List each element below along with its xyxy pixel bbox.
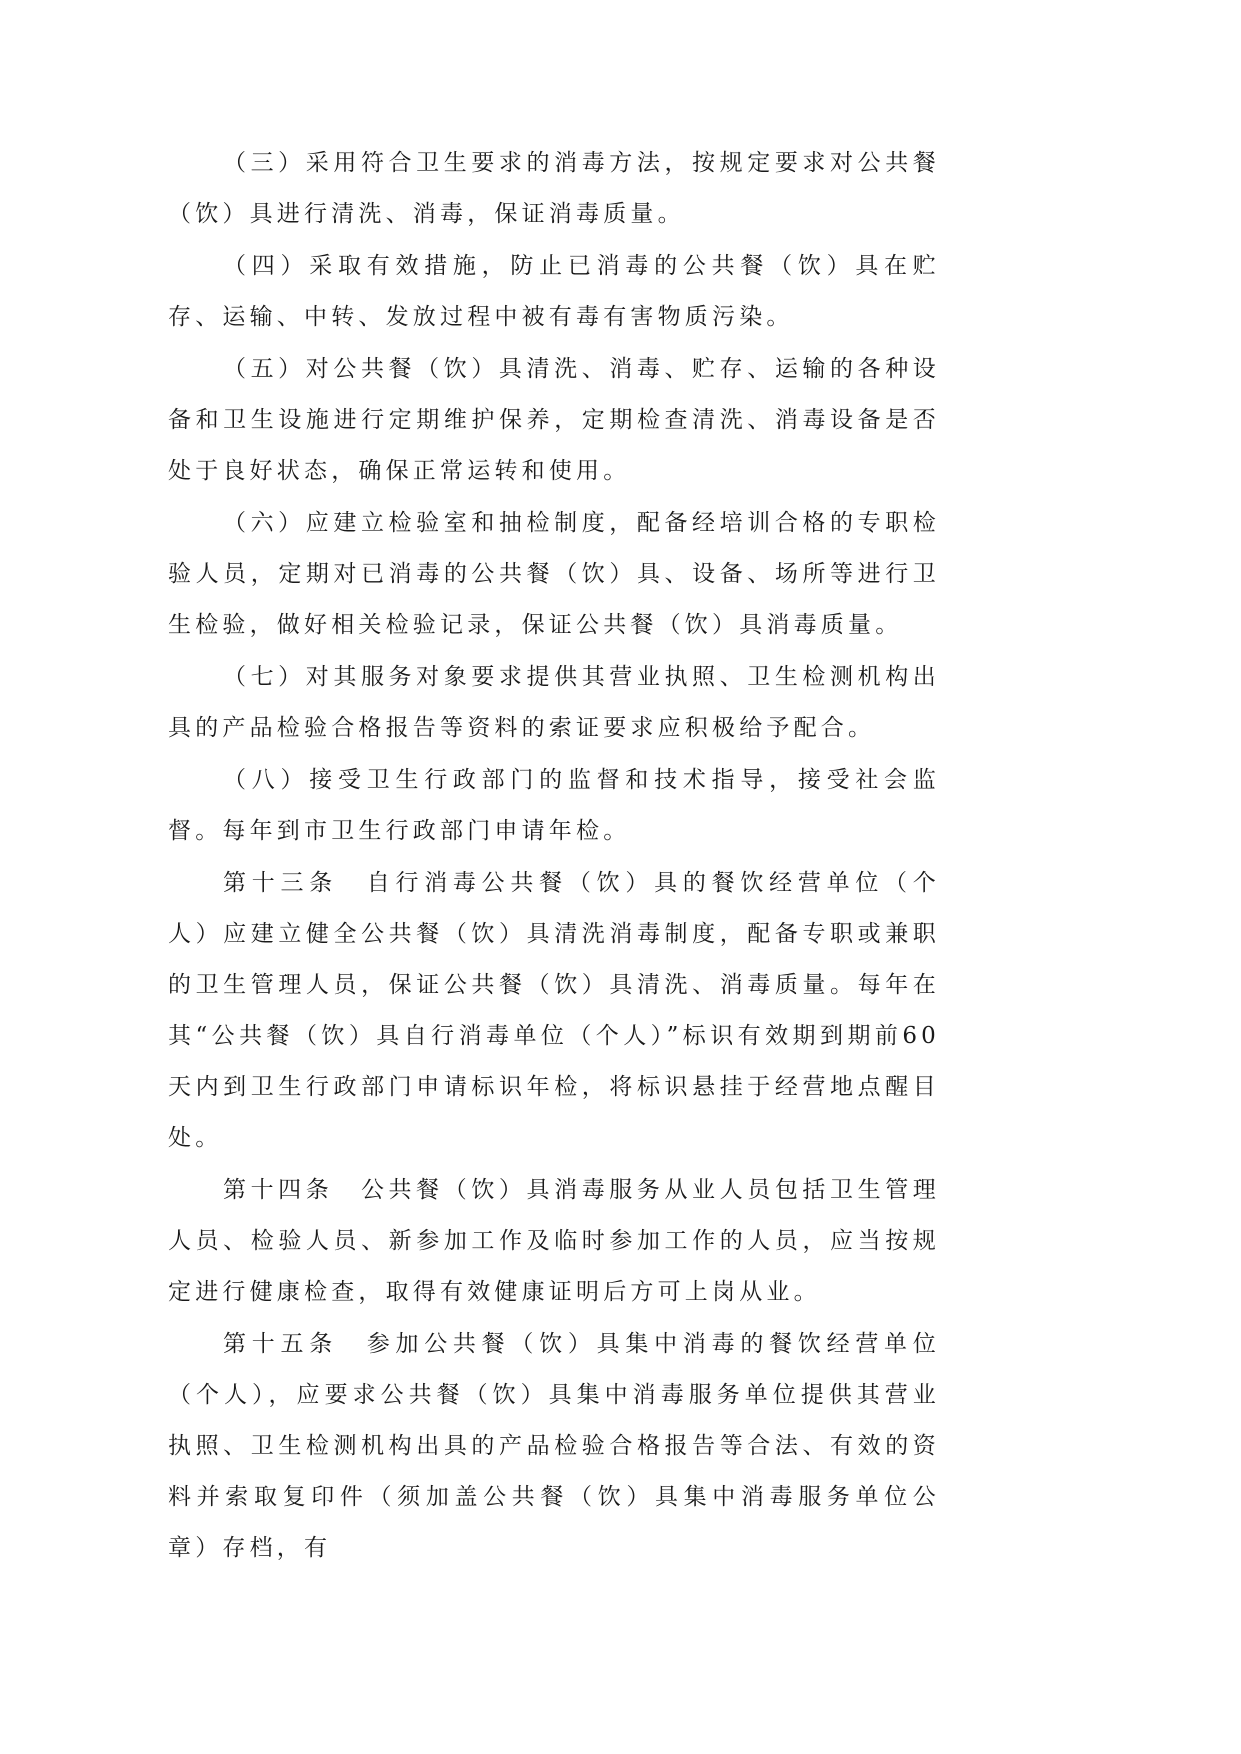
paragraph-item-4: （四）采取有效措施，防止已消毒的公共餐（饮）具在贮存、运输、中转、发放过程中被有毒有害物质污染。 (168, 253, 940, 330)
paragraph-item-5: （五）对公共餐（饮）具清洗、消毒、贮存、运输的各种设备和卫生设施进行定期维护保养，定期检查清洗、消毒设备是否处于良好状态，确保正常运转和使用。 (168, 356, 940, 484)
document-body (168, 138, 940, 1575)
paragraph-item-7: （七）对其服务对象要求提供其营业执照、卫生检测机构出具的产品检验合格报告等资料的索证要求应积极给予配合。 (168, 664, 940, 741)
article-15-paragraph: 第十五条 参加公共餐（饮）具集中消毒的餐饮经营单位（个人），应要求公共餐（饮）具集中消毒服务单位提供其营业执照、卫生检测机构出具的产品检验合格报告等合法、有效的资料并索取复印件（须加盖公共餐（饮）具集中消毒服务单位公章）存档，有 (168, 1331, 940, 1561)
paragraph-item-8: （八）接受卫生行政部门的监督和技术指导，接受社会监督。每年到市卫生行政部门申请年检。 (168, 767, 940, 844)
article-14-paragraph: 第十四条 公共餐（饮）具消毒服务从业人员包括卫生管理人员、检验人员、新参加工作及临时参加工作的人员，应当按规定进行健康检查，取得有效健康证明后方可上岗从业。 (168, 1177, 940, 1305)
paragraph-item-3: （三）采用符合卫生要求的消毒方法，按规定要求对公共餐（饮）具进行清洗、消毒，保证消毒质量。 (168, 150, 940, 227)
paragraph-item-6: （六）应建立检验室和抽检制度，配备经培训合格的专职检验人员，定期对已消毒的公共餐（饮）具、设备、场所等进行卫生检验，做好相关检验记录，保证公共餐（饮）具消毒质量。 (168, 510, 940, 638)
article-13-paragraph: 第十三条 自行消毒公共餐（饮）具的餐饮经营单位（个人）应建立健全公共餐（饮）具清洗消毒制度，配备专职或兼职的卫生管理人员，保证公共餐（饮）具清洗、消毒质量。每年在其“公共餐（饮）具自行消毒单位（个人）”标识有效期到期前60天内到卫生行政部门申请标识年检，将标识悬挂于经营地点醒目处。 (168, 870, 940, 1151)
